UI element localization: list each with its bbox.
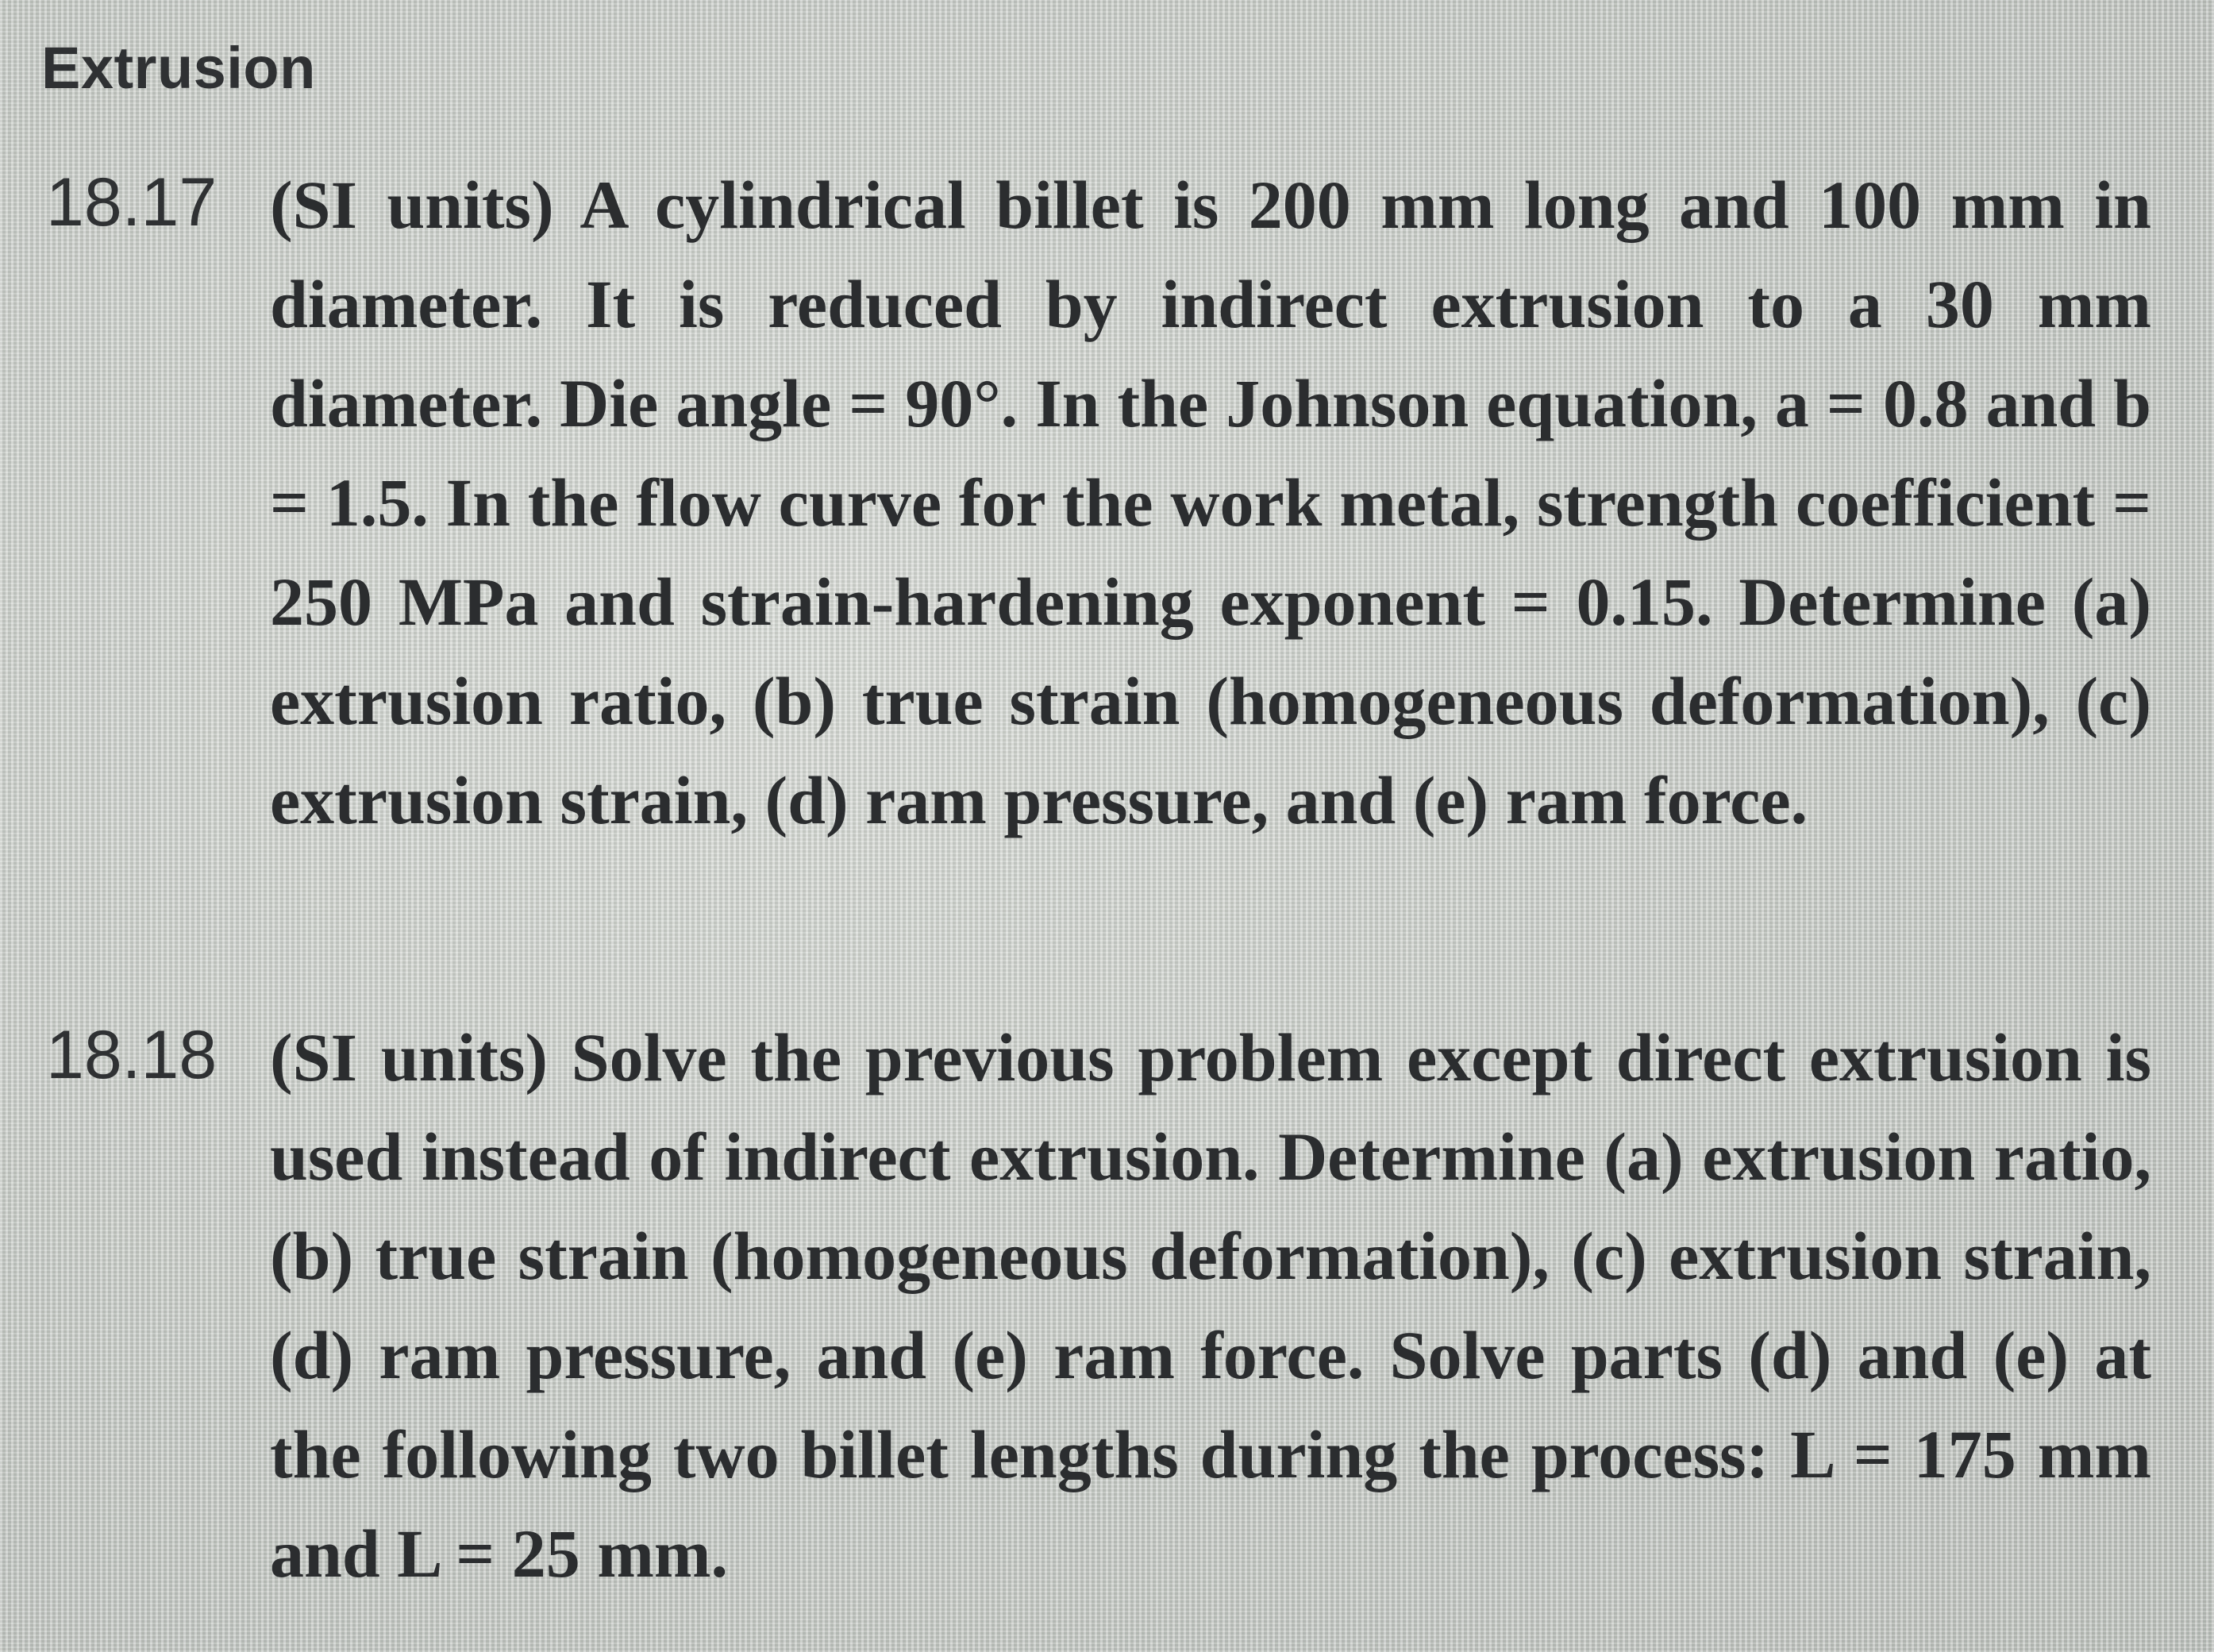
problem-number: 18.18 [46, 1017, 218, 1093]
problem-text: (SI units) Solve the previous problem except direct extrusion is used instead of indirect extrusion. Determine (a) extrusion ratio, (b) true strain (homogeneous deformation), (c) extrusion strain, (d) ram pressure, and (e) ram force. Solve parts (d) and (e) at the following two billet lengths during the process: L = 175 mm and L = 25 mm. [270, 1019, 2151, 1592]
section-heading: Extrusion [41, 35, 316, 101]
problem-text: (SI units) A cylindrical billet is 200 mm long and 100 mm in diameter. It is reduced by indirect extrusion to a 30 mm diameter. Die angle = 90°. In the Johnson equation, a = 0.8 and b = 1.5. In the flow curve for the work metal, strength coefficient = 250 MPa and strain-hardening exponent = 0.15. Determine (a) extrusion ratio, (b) true strain (homogeneous deformation), (c) extrusion strain, (d) ram pressure, and (e) ram force. [270, 167, 2151, 838]
problem-number: 18.17 [46, 164, 218, 241]
